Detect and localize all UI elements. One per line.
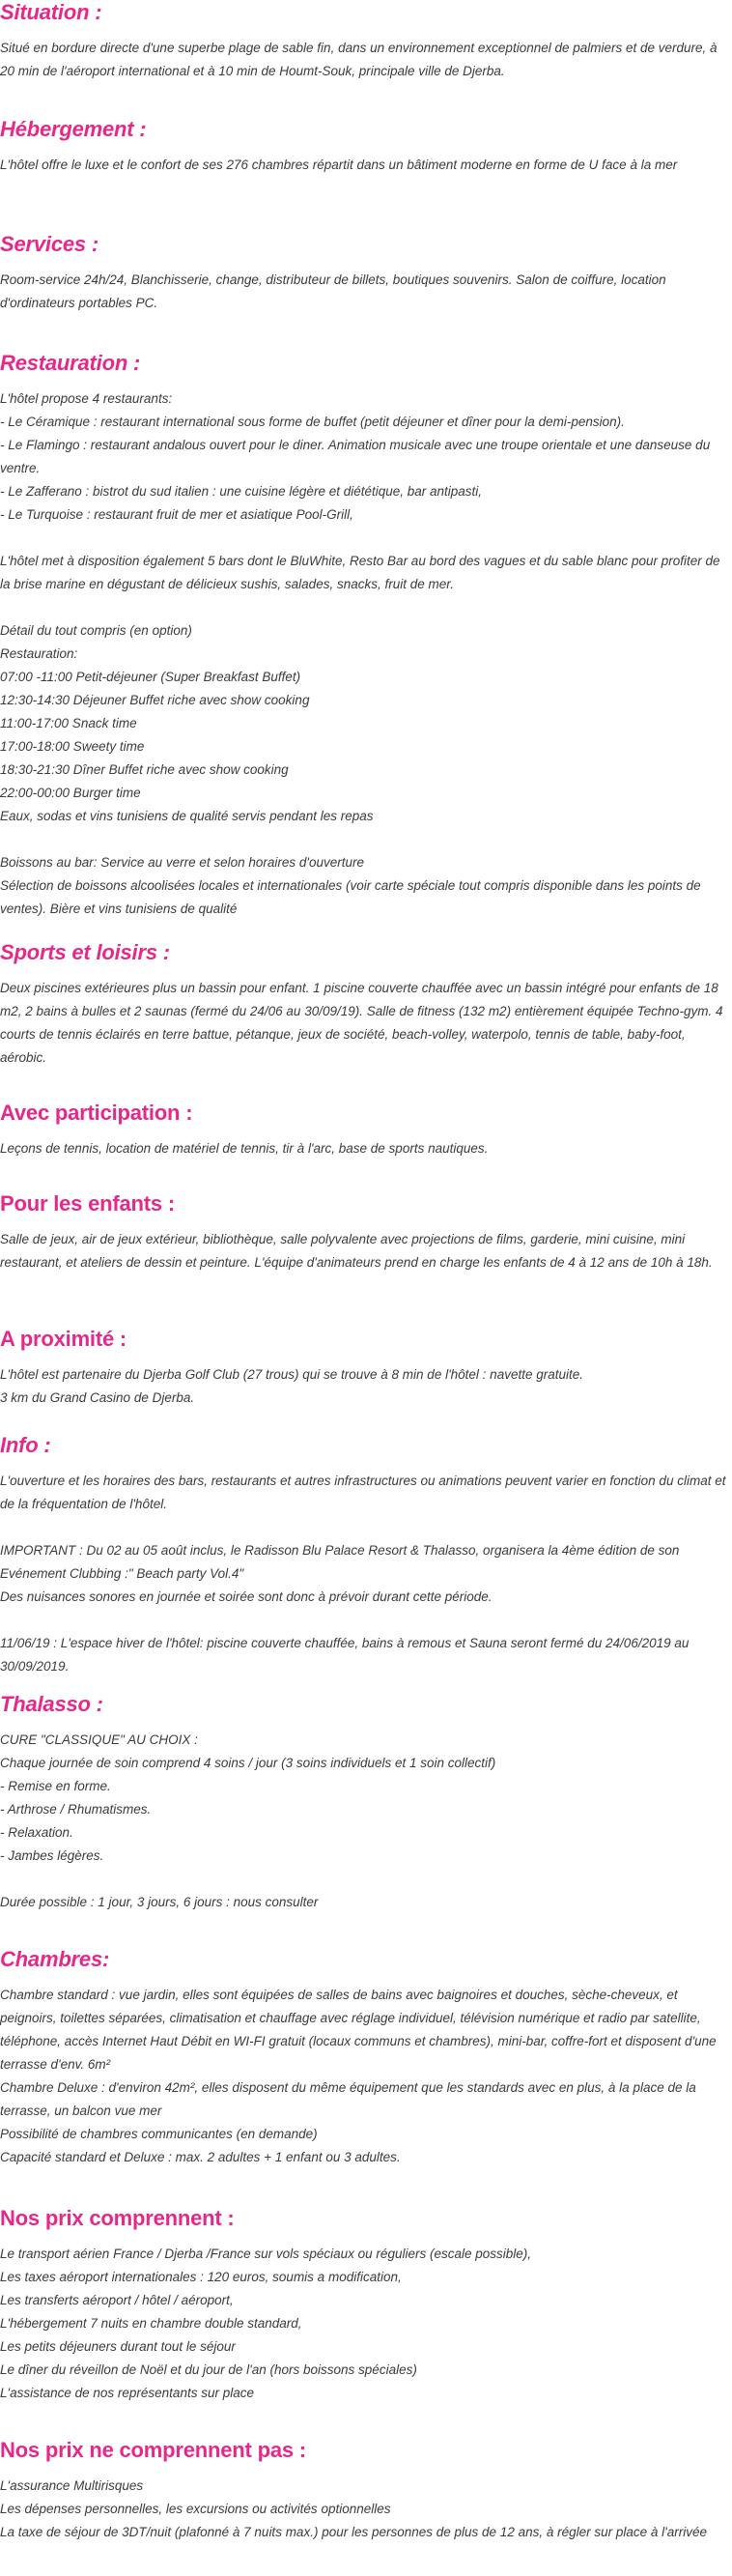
paragraph: - Arthrose / Rhumatismes. [0,1802,152,1817]
paragraph: Les transferts aéroport / hôtel / aéroport, [0,2293,234,2307]
paragraph: - Le Flamingo : restaurant andalous ouvert pour le diner. Animation musicale avec une troupe orientale et une danseuse du ventre. [0,438,711,475]
paragraph: Salle de jeux, air de jeux extérieur, bibliothèque, salle polyvalente avec projections de films, garderie, mini cuisine, mini restaurant, et ateliers de dessin et peinture. L'équipe d'animateurs prend en charge les enfants de 4 à 12 ans de 10h à 18h. [0,1232,713,1270]
paragraph: Capacité standard et Deluxe : max. 2 adultes + 1 enfant ou 3 adultes. [0,2150,401,2164]
paragraph: Room-service 24h/24, Blanchisserie, change, distributeur de billets, boutiques souvenirs. Salon de coiffure, location d'ordinateurs portables PC. [0,272,666,310]
section-restauration [0,351,732,940]
paragraph: 07:00 -11:00 Petit-déjeuner (Super Breakfast Buffet) [0,670,301,684]
section-title: A proximité : [0,1327,127,1351]
paragraph: Les dépenses personnelles, les excursions ou activités optionnelles [0,2502,391,2516]
section-proximite [0,1327,732,1433]
section-body [0,1470,732,1678]
paragraph: 12:30-14:30 Déjeuner Buffet riche avec show cooking [0,693,310,707]
paragraph: Deux piscines extérieures plus un bassin pour enfant. 1 piscine couverte chauffée avec un bassin intégré pour enfants de 18 m2, 2 bains à bulles et 2 saunas (fermé du 24/06 au 30/09/19). Salle de fitness (132 m2) entièrement équipée Techno-gym. 4 courts de tennis éclairés en terre battue, pétanque, jeux de société, beach-volley, waterpolo, tennis de table, baby-foot, aérobic. [0,981,723,1065]
paragraph: L'ouverture et les horaires des bars, restaurants et autres infrastructures ou animations peuvent varier en fonction du climat et de la fréquentation de l'hôtel. [0,1474,726,1511]
spacer [0,1609,732,1632]
section-thalasso [0,1692,732,1947]
section-body [0,1729,732,1914]
paragraph: Sélection de boissons alcoolisées locales et internationales (voir carte spéciale tout compris disponible dans les points de ventes). Bière et vins tunisiens de qualité [0,878,701,916]
spacer [0,1516,732,1539]
section-body [0,1137,732,1160]
paragraph: Le transport aérien France / Djerba /France sur vols spéciaux ou réguliers (escale possible), [0,2247,532,2261]
section-services [0,232,732,343]
paragraph: Boissons au bar: Service au verre et selon horaires d'ouverture [0,855,365,870]
paragraph: - Jambes légères. [0,1848,104,1863]
section-body [0,1984,732,2169]
section-title: Hébergement : [0,117,147,141]
paragraph: 22:00-00:00 Burger time [0,786,141,800]
paragraph: Leçons de tennis, location de matériel de tennis, tir à l'arc, base de sports nautiques. [0,1141,489,1156]
paragraph: L'hôtel offre le luxe et le confort de ses 276 chambres répartit dans un bâtiment moderne en forme de U face à la mer [0,157,678,172]
paragraph: Possibilité de chambres communicantes (en demande) [0,2127,318,2141]
section-participation [0,1101,732,1191]
section-enfants [0,1191,732,1327]
paragraph: Chambre Deluxe : d'environ 42m², elles disposent du même équipement que les standards avec en plus, à la place de la terrasse, un balcon vue mer [0,2080,696,2118]
spacer [0,596,732,619]
paragraph: Détail du tout compris (en option) [0,623,192,638]
paragraph: CURE "CLASSIQUE" AU CHOIX : [0,1732,198,1747]
section-prix-inclus [0,2206,732,2438]
paragraph: 18:30-21:30 Dîner Buffet riche avec show cooking [0,762,289,777]
paragraph: - Le Céramique : restaurant international sous forme de buffet (petit déjeuner et dîner pour la demi-pension). [0,415,625,429]
section-prix-exclus [0,2438,732,2573]
paragraph: La taxe de séjour de 3DT/nuit (plafonné à 7 nuits max.) pour les personnes de plus de 12 ans, à régler sur place à l'arrivée [0,2525,707,2539]
section-title: Thalasso : [0,1692,103,1716]
section-title: Avec participation : [0,1101,193,1125]
paragraph: Eaux, sodas et vins tunisiens de qualité servis pendant les repas [0,809,374,823]
section-body [0,1363,732,1410]
paragraph: Durée possible : 1 jour, 3 jours, 6 jours : nous consulter [0,1895,319,1909]
section-body [0,269,732,315]
section-body [0,2475,732,2544]
section-body [0,154,732,177]
paragraph: IMPORTANT : Du 02 au 05 août inclus, le Radisson Blu Palace Resort & Thalasso, organisera la 4ème édition de son Evénement Clubbing :" Beach party Vol.4" [0,1543,680,1581]
spacer [0,527,732,550]
section-info [0,1433,732,1692]
paragraph: Les taxes aéroport internationales : 120 euros, soumis a modification, [0,2270,402,2284]
paragraph: Des nuisances sonores en journée et soirée sont donc à prévoir durant cette période. [0,1589,493,1604]
paragraph: L'assistance de nos représentants sur place [0,2386,254,2400]
section-title: Services : [0,232,99,256]
section-situation [0,0,732,98]
paragraph: Chaque journée de soin comprend 4 soins / jour (3 soins individuels et 1 soin collectif) [0,1756,496,1770]
section-title: Sports et loisirs : [0,940,170,964]
paragraph: L'hôtel propose 4 restaurants: [0,391,173,406]
paragraph: - Le Turquoise : restaurant fruit de mer et asiatique Pool-Grill, [0,507,353,522]
section-title: Restauration : [0,351,141,375]
section-title: Nos prix comprennent : [0,2206,235,2230]
spacer [0,828,732,851]
section-body [0,2243,732,2405]
section-title: Nos prix ne comprennent pas : [0,2438,306,2462]
paragraph: Chambre standard : vue jardin, elles sont équipées de salles de bains avec baignoires et douches, sèche-cheveux, et peignoirs, toilettes séparées, climatisation et chauffage avec réglage individuel, télévision numérique et radio par satellite, téléphone, accès Internet Haut Débit en WI-FI gratuit (locaux communs et chambres), mini-bar, coffre-fort et disposent d'une terrasse d'env. 6m² [0,1988,717,2072]
paragraph: 3 km du Grand Casino de Djerba. [0,1390,195,1405]
section-title: Pour les enfants : [0,1191,175,1216]
paragraph: Restauration: [0,646,78,661]
paragraph: L'hôtel met à disposition également 5 bars dont le BluWhite, Resto Bar au bord des vagues et du sable blanc pour profiter de la brise marine en dégustant de délicieux sushis, salades, snacks, fruit de mer. [0,554,720,591]
section-hebergement [0,117,732,211]
section-title: Chambres: [0,1947,110,1971]
section-body [0,977,732,1070]
section-title: Info : [0,1433,51,1457]
paragraph: L'assurance Multirisques [0,2478,144,2493]
paragraph: Le dîner du réveillon de Noël et du jour de l'an (hors boissons spéciales) [0,2362,417,2377]
section-body [0,387,732,921]
paragraph: 11/06/19 : L'espace hiver de l'hôtel: piscine couverte chauffée, bains à remous et Sauna seront fermé du 24/06/2019 au 30/09/2019. [0,1636,690,1674]
paragraph: 11:00-17:00 Snack time [0,716,137,730]
paragraph: - Remise en forme. [0,1779,111,1793]
paragraph: L'hôtel est partenaire du Djerba Golf Club (27 trous) qui se trouve à 8 min de l'hôtel : navette gratuite. [0,1367,583,1382]
paragraph: Situé en bordure directe d'une superbe plage de sable fin, dans un environnement exceptionnel de palmiers et de verdure, à 20 min de l'aéroport international et à 10 min de Houmt-Souk, principale ville de Djerba. [0,41,718,78]
section-title: Situation : [0,0,102,24]
section-chambres [0,1947,732,2206]
paragraph: 17:00-18:00 Sweety time [0,739,145,754]
paragraph: Les petits déjeuners durant tout le séjour [0,2339,236,2354]
paragraph: - Le Zafferano : bistrot du sud italien : une cuisine légère et diététique, bar antipasti, [0,484,483,499]
paragraph: L'hébergement 7 nuits en chambre double standard, [0,2316,302,2331]
spacer [0,1868,732,1891]
section-body [0,1228,732,1274]
section-body [0,37,732,83]
section-sports [0,940,732,1097]
paragraph: - Relaxation. [0,1825,73,1840]
